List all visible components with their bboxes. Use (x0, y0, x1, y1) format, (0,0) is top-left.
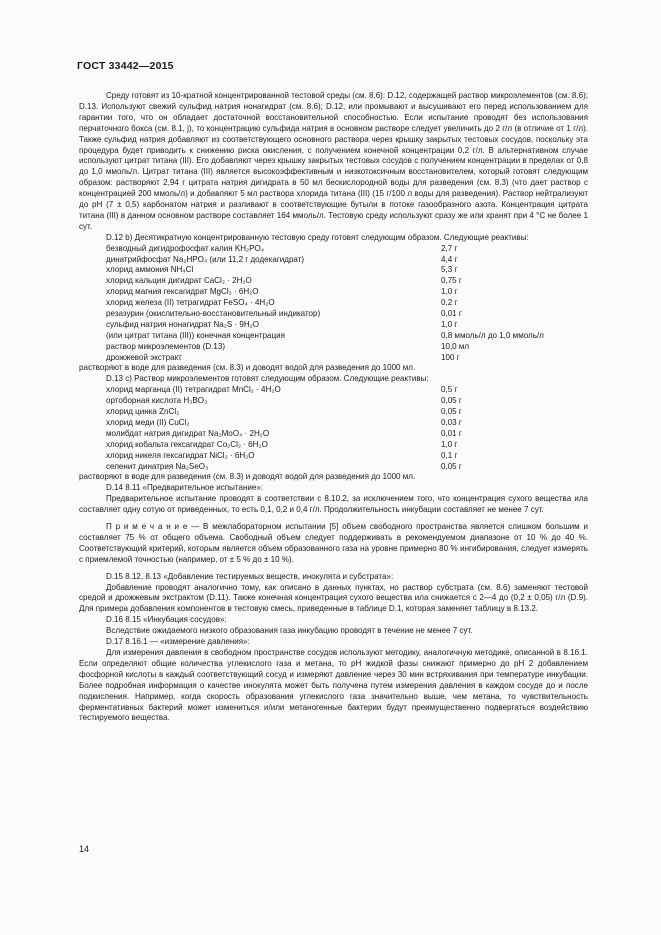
reagent-row (79, 331, 588, 342)
reagent-amount: 1,0 г (441, 287, 458, 297)
reagent-row (79, 255, 588, 266)
reagent-row (79, 320, 588, 331)
reagent-name: хлорид магния гексагидрат MgCl₂ · 6H₂O (106, 287, 259, 297)
reagent-row (79, 287, 588, 298)
reagent-row (79, 429, 588, 440)
reagent-row (79, 418, 588, 429)
paragraph-medium-prep: Среду готовят из 10-кратной концентрированной тестовой среды (см. 8.6): D.12, содержащей раствор микроэлементов (см. 8.6); D.13. Используют свежий сульфид натрия нонагидрат (см. 8.6); D.12, или промывают и высушивают его перед использованием для гарантии того, что он обладает достаточной восстановительной способностью. Если испытание проводят без использования перчаточного бокса (см. 8.1, j), то концентрацию сульфида натрия в основном растворе следует увеличить до 2 г/л (в отличие от 1 г/л). Также сульфид натрия добавляют из соответствующего основного раствора через крышку закрытых тестовых сосудов, поскольку эта процедура будет приводить к снижению риска окисления, с получением конечной концентрации 0,2 г/л. В альтернативном случае используют цитрат титана (III). Его добавляют через крышку закрытых тестовых сосудов с получением концентрации в пределах от 0,8 до 1,0 ммоль/л. Цитрат титана (III) является высокоэффективным и низкотоксичным восстановителем, который готовят следующим образом: растворяют 2,94 г цитрата натрия дигидрата в 50 мл бескислородной воды для разведения (см. 8.3) (что дает раствор с концентрацией 200 ммоль/л) и добавляют 5 мл раствора хлорида титана (III) (15 г/100 л воды для разведения). Раствор нейтрализуют до pH (7 ± 0,5) карбонатом натрия и разливают в соответствующие бутыли в потоке газообразного азота. Концентрация цитрата титана (III) в данном основном растворе составляет 164 ммоль/л. Тестовую среду используют сразу же или хранят при 4 °С не более 1 сут. (79, 91, 588, 231)
reagent-row (79, 385, 588, 396)
reagent-amount: 0,5 г (441, 385, 458, 395)
reagent-name: хлорид аммония NH₄Cl (106, 265, 194, 275)
reagent-row (79, 244, 588, 255)
reagent-amount: 0,75 г (441, 276, 462, 286)
reagent-row (79, 451, 588, 462)
reagent-amount: 5,3 г (441, 265, 458, 275)
reagent-name: хлорид меди (II) CuCl₂ (106, 417, 190, 427)
d14-note (79, 522, 588, 566)
reagent-row (79, 407, 588, 418)
reagent-name: хлорид цинка ZnCl₂ (106, 407, 180, 417)
reagent-name: хлорид марганца (II) тетрагидрат MnCl₂ · 4H₂O (106, 385, 281, 395)
note-text: — В межлабораторном испытании [5] объем свободного пространства является слишком большим и составляет 75 % от общего объема. Свободный объем следует поддерживать в рекомендуемом диапазоне от 10 % до 40 %. Соответствующий критерий, которым является объем образованного газа на уровне примерно 80 % ингибирования, следует измерять с приемлемой точностью (например, от ± 5 % до ± 10 %). (79, 522, 588, 564)
reagent-name: хлорид кобальта гексагидрат Co₂Cl₂ · 6H₂O (106, 439, 268, 449)
page-header-title: ГОСТ 33442—2015 (77, 60, 174, 72)
reagent-name: раствор микроэлементов (D.13) (106, 341, 226, 351)
reagent-amount: 2,7 г (441, 243, 458, 253)
reagent-name: хлорид железа (II) тетрагидрат FeSO₄ · 4H₂O (106, 298, 275, 308)
reagent-name: молибдат натрия дигидрат Na₂MoO₄ · 2H₂O (106, 428, 270, 438)
d17-text: Для измерения давления в свободном пространстве сосудов используют методику, аналогичную методике, описанной в 8.16.1. Если определяют общие количества углекислого газа и метана, то pH жидкой фазы снижают примерно до pH 2 добавлением фосфорной кислоты в каждый соответствующий сосуд и измеряют давление через 30 мин встряхивания при температуре инкубации. Более подробная информация о качестве инокулята может быть получена путем измерения давления в каждом сосуде до и после подкисления. Например, когда скорость образования углекислого газа значительно выше, чем метана, то чувствительность ферментативных бактерий может измениться и/или метаногенные бактерии будут преимущественно подвергаться воздействию тестируемого вещества. (79, 648, 588, 723)
reagent-row (79, 396, 588, 407)
reagent-amount: 0,01 г (441, 428, 462, 438)
reagent-amount: 0,05 г (441, 461, 462, 471)
reagent-name: ортоборная кислота H₃BO₃ (106, 396, 208, 406)
page-number: 14 (79, 844, 90, 854)
d17-heading: D.17 8.16.1 — «измерение давления»: (106, 637, 250, 647)
d13-outro: растворяют в воде для разведения (см. 8.3) и доводят водой для разведения до 1000 мл. (79, 472, 416, 482)
reagent-amount: 1,0 г (441, 439, 458, 449)
reagent-amount: 4,4 г (441, 254, 458, 264)
reagent-amount: 0,1 г (441, 450, 458, 460)
reagent-row (79, 265, 588, 276)
reagent-name: безводный дигидрофосфат калия KH₂PO₄ (106, 243, 265, 253)
reagent-row (79, 342, 588, 353)
reagent-row (79, 353, 588, 364)
d13-intro: D.13 c) Раствор микроэлементов готовят следующим образом. Следующие реактивы: (106, 374, 429, 384)
reagent-name: резазурин (окислительно-восстановительный индикатор) (106, 309, 321, 319)
reagent-name: хлорид кальция дигидрат CaCl₂ · 2H₂O (106, 276, 252, 286)
d12-outro: растворяют в воде для разведения (см. 8.3) и доводят водой для разведения до 1000 мл. (79, 363, 416, 373)
reagent-name: (или цитрат титана (III)) конечная концентрация (106, 330, 285, 340)
reagent-name: дрожжевой экстракт (106, 352, 182, 362)
note-label: П р и м е ч а н и е (106, 522, 188, 532)
reagent-amount: 0,03 г (441, 417, 462, 427)
d16-text: Вследствие ожидаемого низкого образования газа инкубацию проводят в течение не менее 7 сут. (106, 626, 473, 636)
reagent-row (79, 440, 588, 451)
reagent-amount: 10,0 мл (441, 341, 470, 351)
d15-text: Добавление проводят аналогично тому, как описано в данных пунктах, но раствор субстрата (см. 8.6) заменяют тестовой средой и дрожжевым экстрактом (D.11). Также конечная концентрация сухого вещества ила снижается с 2—4 до (0,2 ± 0,05) г/л (D.9). Для примера добавления компонентов в тестовую смесь, приведенные в таблице D.1, которая заменяет таблицу в 8.13.2. (79, 582, 588, 614)
reagent-amount: 100 г (441, 352, 460, 362)
d12-intro: D.12 b) Десятикратную концентрированную тестовую среду готовят следующим образом. Следующие реактивы: (106, 232, 529, 242)
reagent-amount: 0,01 г (441, 309, 462, 319)
d14-heading: D.14 8.11 «Предварительное испытание»: (106, 483, 264, 493)
reagent-amount: 1,0 г (441, 319, 458, 329)
d12-reagent-list (79, 244, 588, 364)
reagent-name: хлорид никеля гексагидрат NiCl₂ · 6H₂O (106, 450, 255, 460)
reagent-amount: 0,05 г (441, 396, 462, 406)
reagent-row (79, 309, 588, 320)
reagent-amount: 0,05 г (441, 407, 462, 417)
d13-reagent-list (79, 385, 588, 472)
reagent-row (79, 462, 588, 473)
reagent-amount: 0,2 г (441, 298, 458, 308)
d16-heading: D.16 8.15 «Инкубация сосудов»: (106, 615, 227, 625)
document-body (79, 91, 588, 724)
reagent-amount: 0,8 ммоль/л до 1,0 ммоль/л (441, 330, 544, 340)
reagent-name: селенит динатрия Na₂SeO₃ (106, 461, 209, 471)
reagent-row (79, 298, 588, 309)
d14-text: Предварительное испытание проводят в соответствии с 8.10.2, за исключением того, что концентрация сухого вещества ила составляет одну сотую от приведенных, то есть 0,1, 0,2 и 0,4 г/л. Продолжительность инкубации составляет не менее 7 сут. (79, 494, 588, 515)
reagent-row (79, 276, 588, 287)
reagent-name: динатрийфосфат Na₂HPO₄ (или 11,2 г додекагидрат) (106, 254, 305, 264)
reagent-name: сульфид натрия нонагидрат Na₂S · 9H₂O (106, 319, 260, 329)
d15-heading: D.15 8.12, 8.13 «Добавление тестируемых веществ, инокулята и субстрата»: (106, 571, 394, 581)
